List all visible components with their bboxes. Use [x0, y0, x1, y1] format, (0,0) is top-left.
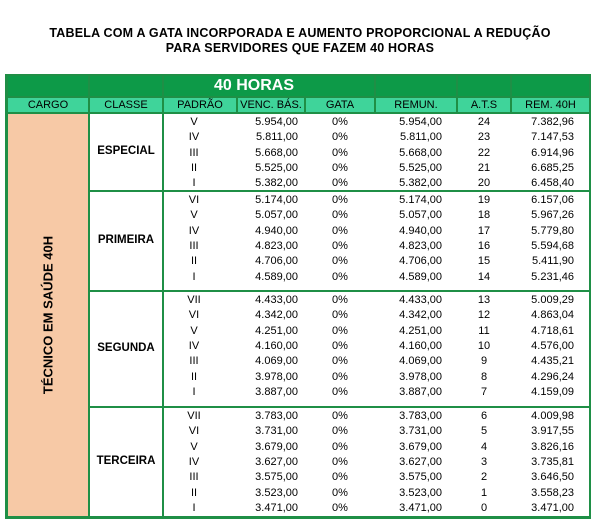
cell-remun: 4.823,00 — [399, 239, 442, 252]
cell-rem-40h: 4.576,00 — [531, 339, 574, 352]
cell-ats: 12 — [477, 309, 491, 322]
cell-padrao: III — [189, 355, 199, 368]
cell-padrao: III — [189, 471, 199, 484]
cell-remun: 3.731,00 — [399, 425, 442, 438]
cell-gata: 0% — [332, 309, 348, 322]
cell-padrao: VI — [188, 194, 200, 206]
cell-padrao: VI — [188, 309, 200, 322]
cell-remun: 5.174,00 — [399, 194, 442, 206]
cell-ats: 8 — [480, 370, 488, 383]
cell-gata: 0% — [332, 255, 348, 268]
cell-padrao: I — [192, 177, 196, 190]
cell-remun: 5.382,00 — [399, 177, 442, 190]
cell-ats: 20 — [477, 177, 491, 190]
document-title-line-2: PARA SERVIDORES QUE FAZEM 40 HORAS — [165, 41, 435, 55]
cell-ats: 13 — [477, 294, 491, 306]
cell-rem-40h: 6.914,96 — [531, 146, 574, 159]
cell-venc-bas: 5.174,00 — [255, 194, 298, 206]
cell-ats: 24 — [477, 116, 491, 128]
cell-ats: 0 — [480, 501, 488, 514]
cell-ats: 10 — [477, 339, 491, 352]
column-header-ats: A.T.S — [458, 98, 510, 112]
cell-gata: 0% — [332, 501, 348, 514]
cell-gata: 0% — [332, 161, 348, 174]
classe-label: SEGUNDA — [97, 342, 155, 354]
cell-venc-bas: 5.057,00 — [255, 209, 298, 222]
cell-padrao: VI — [188, 425, 200, 438]
column-header-venc: VENC. BÁS. — [238, 98, 304, 112]
cell-ats: 4 — [480, 440, 488, 453]
cell-ats: 11 — [478, 324, 490, 337]
column-header-remun: REMUN. — [376, 98, 456, 112]
cell-padrao: IV — [188, 224, 200, 237]
cell-ats: 2 — [480, 471, 488, 484]
cell-gata: 0% — [332, 471, 348, 484]
cargo-label: TÉCNICO EM SAÚDE 40H — [40, 235, 56, 395]
cell-gata: 0% — [332, 410, 348, 422]
cell-ats: 6 — [480, 410, 488, 422]
cell-rem-40h: 5.594,68 — [531, 239, 574, 252]
cell-remun: 3.523,00 — [399, 486, 442, 499]
cell-venc-bas: 3.627,00 — [255, 455, 298, 468]
cell-gata: 0% — [332, 385, 348, 398]
cell-ats: 15 — [477, 255, 491, 268]
cell-remun: 3.627,00 — [399, 455, 442, 468]
cell-venc-bas: 4.160,00 — [255, 339, 298, 352]
cell-padrao: VII — [187, 410, 201, 422]
cell-ats: 9 — [480, 355, 488, 368]
cell-rem-40h: 3.646,50 — [531, 471, 574, 484]
cell-rem-40h: 6.685,25 — [531, 161, 574, 174]
cell-remun: 3.978,00 — [399, 370, 442, 383]
cell-venc-bas: 4.251,00 — [255, 324, 298, 337]
cell-ats: 22 — [477, 146, 491, 159]
cell-rem-40h: 5.009,29 — [531, 294, 574, 306]
cell-venc-bas: 4.940,00 — [255, 224, 298, 237]
cell-remun: 4.589,00 — [399, 270, 442, 283]
cell-remun: 5.668,00 — [399, 146, 442, 159]
cell-padrao: III — [189, 146, 199, 159]
classe-label: ESPECIAL — [97, 145, 155, 157]
cell-rem-40h: 6.157,06 — [531, 194, 574, 206]
cell-rem-40h: 3.735,81 — [531, 455, 574, 468]
cell-padrao: II — [190, 161, 198, 174]
cell-venc-bas: 5.382,00 — [255, 177, 298, 190]
cell-remun: 3.471,00 — [399, 501, 442, 514]
cell-padrao: IV — [188, 339, 200, 352]
header-group-label: 40 HORAS — [213, 77, 295, 94]
cell-venc-bas: 3.978,00 — [255, 370, 298, 383]
cell-venc-bas: 4.589,00 — [255, 270, 298, 283]
cell-venc-bas: 3.679,00 — [255, 440, 298, 453]
cell-remun: 3.679,00 — [399, 440, 442, 453]
cell-padrao: II — [190, 370, 198, 383]
cell-remun: 4.069,00 — [399, 355, 442, 368]
cell-venc-bas: 3.523,00 — [255, 486, 298, 499]
cell-remun: 4.940,00 — [399, 224, 442, 237]
cell-remun: 5.057,00 — [399, 209, 442, 222]
cell-gata: 0% — [332, 209, 348, 222]
cell-padrao: V — [190, 440, 198, 453]
cargo-cell — [8, 114, 88, 516]
cell-gata: 0% — [332, 324, 348, 337]
cell-venc-bas: 4.823,00 — [255, 239, 298, 252]
column-header-rem40: REM. 40H — [512, 98, 589, 112]
cell-padrao: I — [192, 501, 196, 514]
cell-venc-bas: 5.954,00 — [255, 116, 298, 128]
cell-ats: 19 — [477, 194, 491, 206]
cell-rem-40h: 5.967,26 — [531, 209, 574, 222]
cell-remun: 3.887,00 — [399, 385, 442, 398]
cell-venc-bas: 4.069,00 — [255, 355, 298, 368]
cell-venc-bas: 5.668,00 — [255, 146, 298, 159]
cell-venc-bas: 5.525,00 — [255, 161, 298, 174]
cell-rem-40h: 4.435,21 — [531, 355, 574, 368]
cell-rem-40h: 6.458,40 — [531, 177, 574, 190]
cell-ats: 7 — [480, 385, 488, 398]
cell-padrao: II — [190, 486, 198, 499]
cell-padrao: IV — [188, 455, 200, 468]
cell-gata: 0% — [332, 486, 348, 499]
column-header-gata: GATA — [306, 98, 374, 112]
cell-remun: 4.433,00 — [399, 294, 442, 306]
cell-venc-bas: 3.575,00 — [255, 471, 298, 484]
cell-remun: 3.783,00 — [399, 410, 442, 422]
cell-padrao: V — [190, 116, 198, 128]
column-header-cargo: CARGO — [8, 98, 88, 112]
cell-padrao: II — [190, 255, 198, 268]
cell-ats: 17 — [477, 224, 491, 237]
cell-padrao: III — [189, 239, 199, 252]
cell-venc-bas: 4.342,00 — [255, 309, 298, 322]
column-header-padrao: PADRÃO — [164, 98, 236, 112]
cell-ats: 5 — [480, 425, 488, 438]
cell-padrao: V — [190, 209, 198, 222]
cell-gata: 0% — [332, 116, 348, 128]
cell-venc-bas: 3.783,00 — [255, 410, 298, 422]
cell-venc-bas: 4.433,00 — [255, 294, 298, 306]
cell-ats: 18 — [477, 209, 491, 222]
cell-gata: 0% — [332, 177, 348, 190]
cell-gata: 0% — [332, 355, 348, 368]
cell-ats: 14 — [477, 270, 491, 283]
cell-gata: 0% — [332, 455, 348, 468]
cell-rem-40h: 4.159,09 — [531, 385, 574, 398]
cell-remun: 4.706,00 — [399, 255, 442, 268]
header-blank-rem40 — [512, 76, 589, 96]
cell-padrao: VII — [187, 294, 201, 306]
cell-ats: 23 — [477, 131, 491, 144]
cell-gata: 0% — [332, 440, 348, 453]
cell-rem-40h: 5.411,90 — [531, 255, 574, 268]
cell-venc-bas: 3.471,00 — [255, 501, 298, 514]
cell-gata: 0% — [332, 339, 348, 352]
cell-venc-bas: 3.887,00 — [255, 385, 298, 398]
cell-remun: 5.954,00 — [399, 116, 442, 128]
cell-padrao: I — [192, 270, 196, 283]
cell-gata: 0% — [332, 370, 348, 383]
cell-padrao: V — [190, 324, 198, 337]
cell-rem-40h: 3.826,16 — [531, 440, 574, 453]
cell-gata: 0% — [332, 131, 348, 144]
cell-gata: 0% — [332, 194, 348, 206]
classe-label: TERCEIRA — [96, 455, 156, 467]
cell-rem-40h: 7.382,96 — [531, 116, 574, 128]
cell-rem-40h: 4.296,24 — [531, 370, 574, 383]
cell-padrao: I — [192, 385, 196, 398]
cell-padrao: IV — [188, 131, 200, 144]
cell-rem-40h: 5.779,80 — [531, 224, 574, 237]
cell-ats: 16 — [477, 239, 491, 252]
column-header-classe: CLASSE — [90, 98, 162, 112]
cell-remun: 4.251,00 — [399, 324, 442, 337]
cell-gata: 0% — [332, 224, 348, 237]
cell-rem-40h: 3.917,55 — [531, 425, 574, 438]
header-blank-classe — [90, 76, 162, 96]
cell-rem-40h: 5.231,46 — [531, 270, 574, 283]
cell-ats: 3 — [480, 455, 488, 468]
cell-rem-40h: 4.863,04 — [531, 309, 574, 322]
cell-rem-40h: 7.147,53 — [531, 131, 574, 144]
cell-remun: 4.160,00 — [399, 339, 442, 352]
header-blank-cargo — [8, 76, 88, 96]
cell-gata: 0% — [332, 425, 348, 438]
cell-ats: 1 — [480, 486, 488, 499]
cell-venc-bas: 5.811,00 — [255, 131, 298, 144]
cell-venc-bas: 4.706,00 — [255, 255, 298, 268]
cell-remun: 5.525,00 — [399, 161, 442, 174]
header-blank-ats — [458, 76, 510, 96]
cell-gata: 0% — [332, 294, 348, 306]
cell-venc-bas: 3.731,00 — [255, 425, 298, 438]
cell-rem-40h: 3.558,23 — [531, 486, 574, 499]
cell-remun: 3.575,00 — [399, 471, 442, 484]
cell-remun: 4.342,00 — [399, 309, 442, 322]
document-title-line-1: TABELA COM A GATA INCORPORADA E AUMENTO PROPORCIONAL A REDUÇÃO — [49, 26, 551, 40]
header-blank-remun — [376, 76, 456, 96]
classe-label: PRIMEIRA — [97, 234, 155, 246]
cell-ats: 21 — [477, 161, 491, 174]
cell-gata: 0% — [332, 270, 348, 283]
cell-rem-40h: 3.471,00 — [531, 501, 574, 514]
cell-gata: 0% — [332, 239, 348, 252]
cell-gata: 0% — [332, 146, 348, 159]
cell-rem-40h: 4.718,61 — [531, 324, 574, 337]
cell-rem-40h: 4.009,98 — [531, 410, 574, 422]
cell-remun: 5.811,00 — [399, 131, 442, 144]
